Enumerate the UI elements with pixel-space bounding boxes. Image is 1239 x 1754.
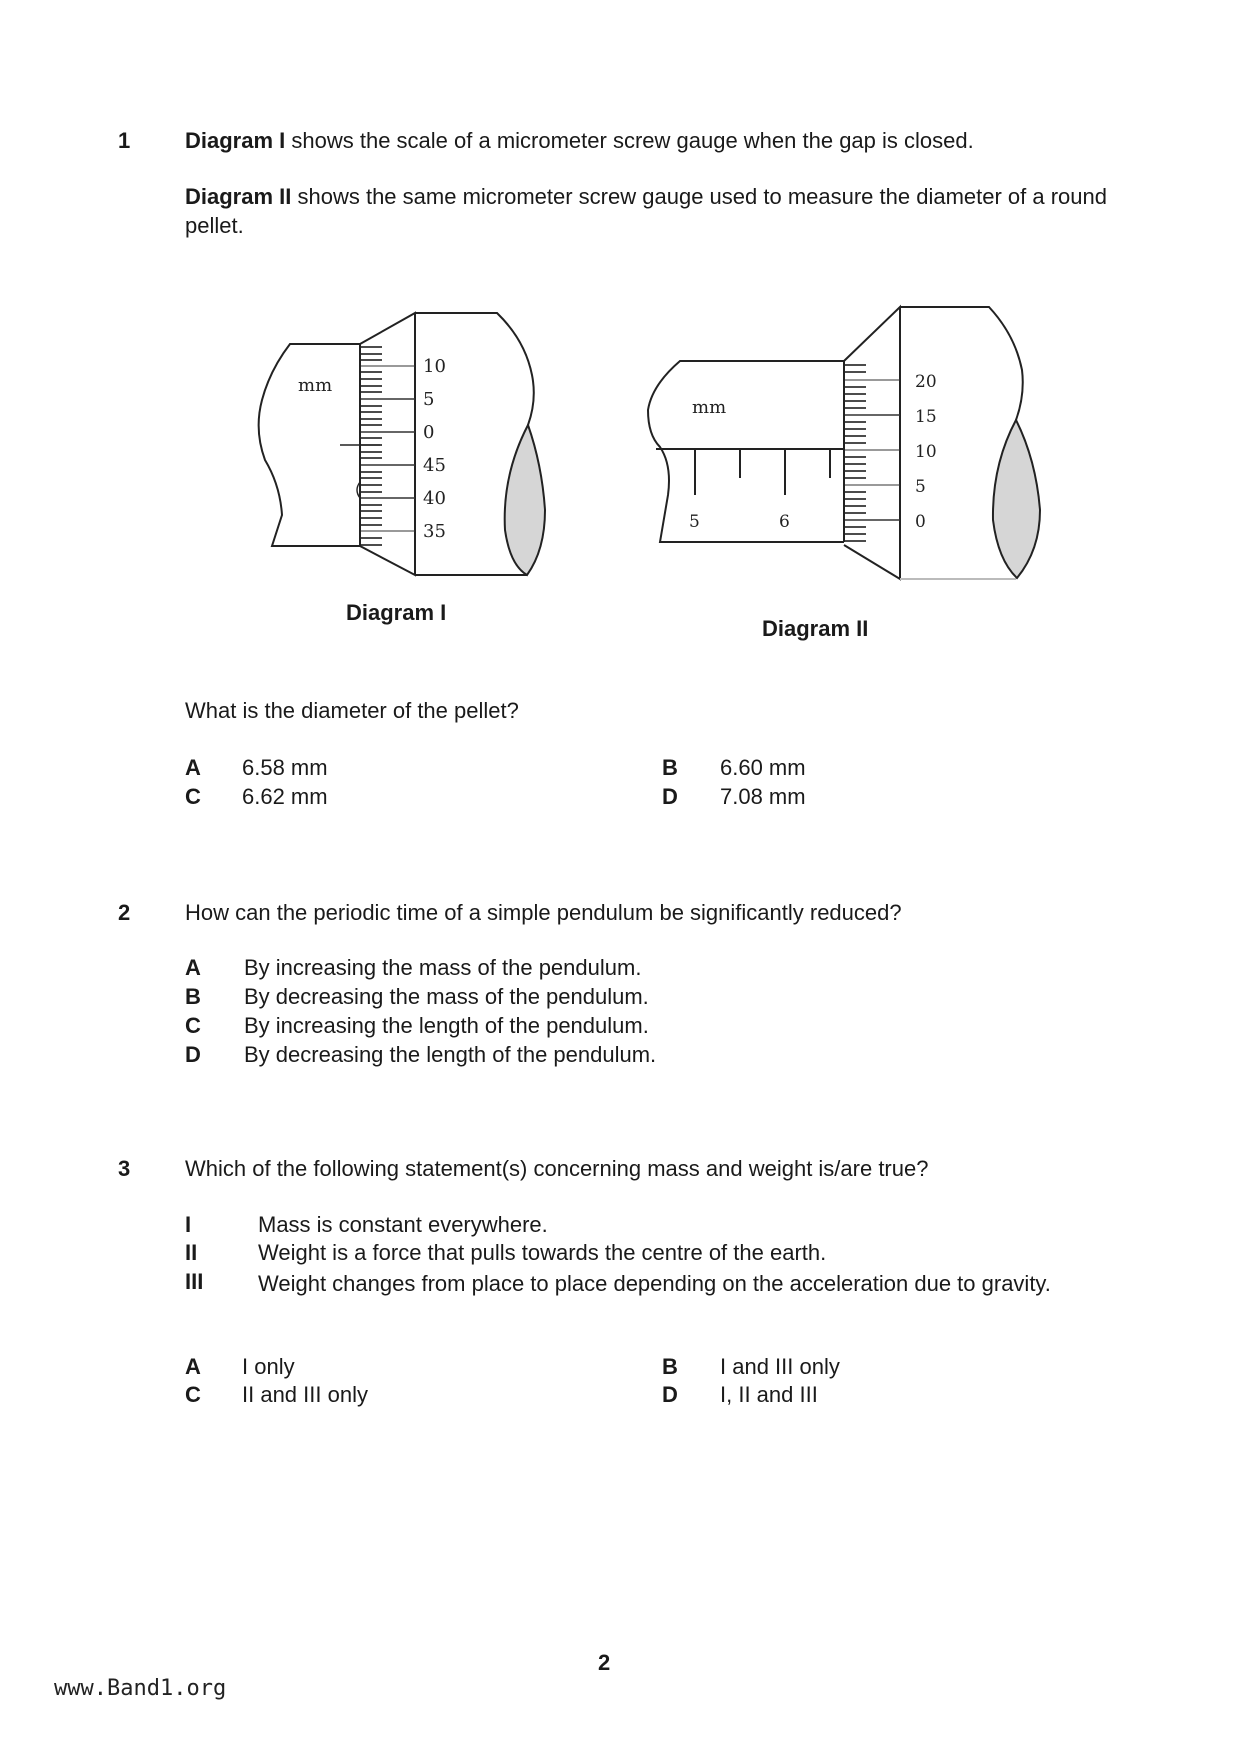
thimble-label: 0 <box>915 512 926 532</box>
micrometer-diagram-1 <box>240 300 560 590</box>
option-text[interactable]: 6.60 mm <box>720 755 806 780</box>
option-letter: D <box>662 1382 678 1407</box>
question-1-intro-2 <box>185 182 1125 240</box>
question-number: 3 <box>118 1156 131 1181</box>
option-text[interactable]: 7.08 mm <box>720 784 806 809</box>
thimble-label: 10 <box>423 356 446 377</box>
intro-text: shows the same micrometer screw gauge used to measure the diameter of a round pellet. <box>185 184 1107 238</box>
diagram-1-caption: Diagram I <box>346 600 447 625</box>
option-letter: A <box>185 1354 201 1379</box>
option-letter: D <box>185 1042 201 1067</box>
option-letter: A <box>185 755 201 780</box>
intro-text: shows the scale of a micrometer screw gauge when the gap is closed. <box>285 128 974 153</box>
unit-label: mm <box>692 397 727 418</box>
pellet-shape <box>505 425 545 575</box>
statement-numeral: III <box>185 1269 204 1294</box>
statement-numeral: II <box>185 1240 198 1265</box>
option-text[interactable]: 6.58 mm <box>242 755 328 780</box>
option-letter: B <box>662 1354 678 1379</box>
thimble-scale-ticks <box>361 347 415 545</box>
option-text[interactable]: I only <box>242 1354 295 1379</box>
statement-text: Weight is a force that pulls towards the centre of the earth. <box>258 1240 827 1265</box>
thimble-label: 5 <box>915 477 926 497</box>
question-2-prompt: How can the periodic time of a simple pendulum be significantly reduced? <box>185 900 902 925</box>
website-link[interactable]: www.Band1.org <box>54 1676 227 1701</box>
question-number: 2 <box>118 900 131 925</box>
sleeve-label: 6 <box>779 512 790 532</box>
sleeve-label: 5 <box>689 512 700 532</box>
pellet-shape <box>993 420 1040 578</box>
option-text[interactable]: By increasing the length of the pendulum. <box>244 1013 649 1038</box>
page-number: 2 <box>598 1650 611 1675</box>
option-text[interactable]: I, II and III <box>720 1382 818 1407</box>
thimble-label: 45 <box>423 455 446 476</box>
option-text[interactable]: I and III only <box>720 1354 840 1379</box>
micrometer-diagram-2 <box>640 295 1060 595</box>
question-number: 1 <box>118 128 131 153</box>
option-letter: D <box>662 784 678 809</box>
option-letter: C <box>185 1013 201 1038</box>
diagram-2-caption: Diagram II <box>762 616 869 641</box>
option-letter: B <box>185 984 201 1009</box>
statement-text: Weight changes from place to place depending on the acceleration due to gravity. <box>258 1271 1051 1296</box>
diagram-ref: Diagram I <box>185 128 286 153</box>
thimble-label: 40 <box>423 488 446 509</box>
option-letter: A <box>185 955 201 980</box>
thimble-label: 20 <box>915 372 937 392</box>
question-1-prompt: What is the diameter of the pellet? <box>185 698 519 723</box>
thimble-label: 15 <box>915 407 937 427</box>
thimble-label: 35 <box>423 521 446 542</box>
statement-numeral: I <box>185 1212 192 1237</box>
thimble-label: 10 <box>915 442 937 462</box>
question-1-intro-1 <box>185 126 1125 155</box>
unit-label: mm <box>298 375 333 396</box>
option-text[interactable]: II and III only <box>242 1382 368 1407</box>
option-letter: B <box>662 755 678 780</box>
thimble-scale-ticks <box>845 365 900 541</box>
thimble-label: 0 <box>423 422 435 443</box>
option-text[interactable]: 6.62 mm <box>242 784 328 809</box>
diagram-ref: Diagram II <box>185 184 292 209</box>
option-letter: C <box>185 784 201 809</box>
thimble-label: 5 <box>423 389 435 410</box>
option-text[interactable]: By decreasing the length of the pendulum. <box>244 1042 657 1067</box>
option-text[interactable]: By increasing the mass of the pendulum. <box>244 955 642 980</box>
option-letter: C <box>185 1382 201 1407</box>
question-3-prompt: Which of the following statement(s) concerning mass and weight is/are true? <box>185 1156 929 1181</box>
option-text[interactable]: By decreasing the mass of the pendulum. <box>244 984 649 1009</box>
statement-text: Mass is constant everywhere. <box>258 1212 548 1237</box>
